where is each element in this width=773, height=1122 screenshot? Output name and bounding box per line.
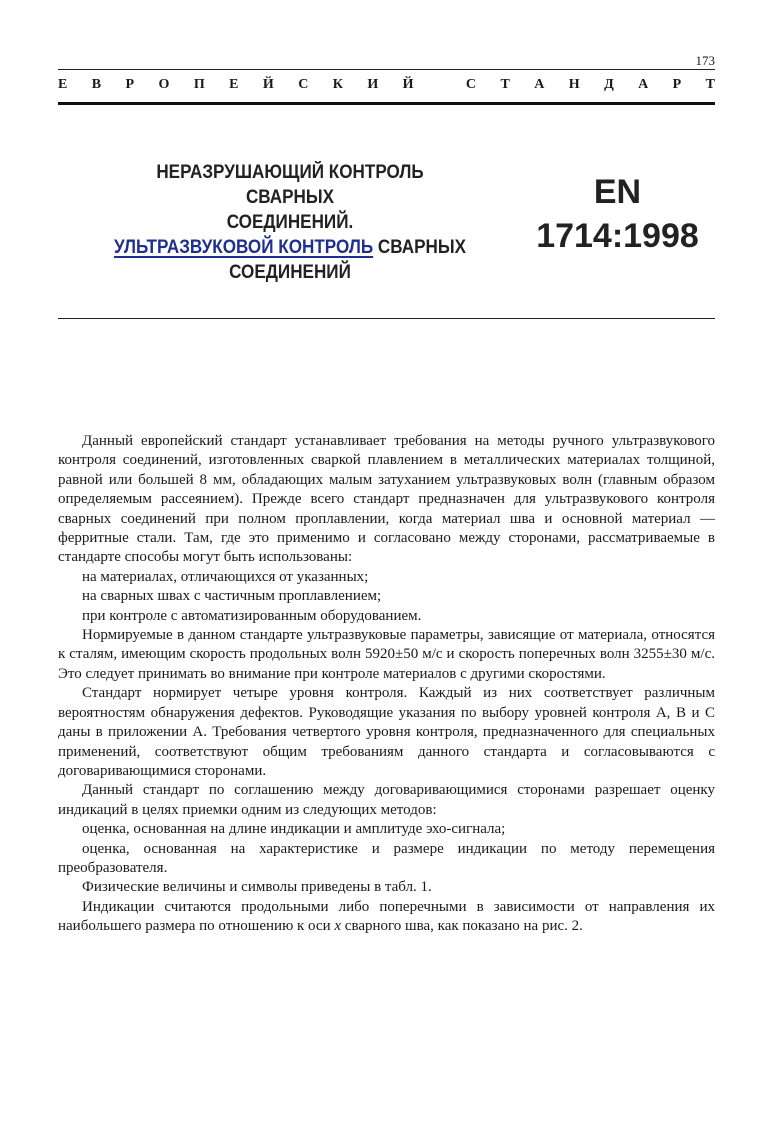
header-title (58, 77, 715, 93)
paragraph-2: Нормируемые в данном стандарте ультразвуковые параметры, зависящие от материала, относятся к сталям, имеющим скорость продольных волн 5920±50 м/с и скорость поперечных волн 3255±30 м/с. Это следует принимать во внимание при контроле материалов с другими скоростями. (58, 627, 715, 682)
page-number: 173 (695, 53, 715, 68)
header-letter: Т (500, 77, 510, 92)
header-letter (438, 77, 442, 93)
header-letter: Й (262, 77, 274, 92)
header-letter: Т (705, 77, 715, 92)
header-letter: С (465, 77, 477, 92)
list-item: при контроле с автоматизированным оборудованием. (82, 607, 422, 624)
document-title (110, 160, 470, 285)
header-letter: Й (402, 77, 414, 92)
paragraph-3: Стандарт нормирует четыре уровня контроля. Каждый из них соответствует различным вероятностям обнаружения дефектов. Руководящие указания по выбору уровней контроля A, B и C даны в приложении A. Требования четвертого уровня контроля, предназначенного для специальных применений, соответствуют общим требованиям данного стандарта и согласовываются с договаривающимися сторонами. (58, 685, 715, 779)
standard-code (520, 170, 715, 258)
list-item: на сварных швах с частичным проплавлением; (82, 588, 382, 605)
body-text (58, 432, 715, 937)
list-item: на материалах, отличающихся от указанных; (82, 568, 369, 585)
header-letter: Р (125, 77, 135, 92)
paragraph-1: Данный европейский стандарт устанавливает требования на методы ручного ультразвукового контроля соединений, изготовленных сваркой плавлением в металлических материалах толщиной, равной или большей 8 мм, обладающих малым затуханием ультразвуковых волн (главным образом определяемым рассеянием). Прежде всего стандарт предназначен для ультразвукового контроля сварных соединений при полном проплавлении, когда материал шва и основной материал — ферритные стали. Там, где это применимо и согласовано между сторонами, рассматриваемые в стандарте способы могут быть использованы: (58, 433, 715, 566)
paragraph-6 (58, 898, 715, 937)
header-letter: И (367, 77, 379, 92)
title-line-1: НЕРАЗРУШАЮЩИЙ КОНТРОЛЬ СВАРНЫХ (156, 162, 424, 208)
list-item: оценка, основанная на длине индикации и амплитуде эхо-сигнала; (82, 821, 506, 838)
standard-prefix: EN (593, 173, 642, 211)
paragraph-6-end: сварного шва, как показано на рис. 2. (341, 918, 583, 935)
title-line-2: СОЕДИНЕНИЙ. (226, 212, 354, 233)
header-band (58, 69, 715, 105)
axis-symbol: x (334, 918, 342, 935)
header-letter: Е (229, 77, 239, 92)
title-line-3 (110, 235, 470, 260)
title-line-4: СОЕДИНЕНИЙ (229, 262, 351, 283)
header-letter: С (298, 77, 309, 92)
paragraph-4: Данный стандарт по соглашению между договаривающимися сторонами разрешает оценку индикаций в целях приемки одним из следующих методов: (58, 782, 715, 818)
header-letter: О (158, 77, 170, 92)
paragraph-6-start: Индикации считаются продольными либо поперечными в зависимости от направления их наибольшего размера по отношению к оси (58, 898, 715, 935)
title-line-3-rest: СВАРНЫХ (373, 237, 467, 258)
title-link-text: УЛЬТРАЗВУКОВОЙ КОНТРОЛЬ (113, 237, 374, 258)
title-link[interactable] (114, 237, 373, 258)
paragraph-5: Физические величины и символы приведены в табл. 1. (82, 879, 432, 896)
list-item: оценка, основанная на характеристике и размере индикации по методу перемещения преобразователя. (58, 840, 715, 876)
header-letter: Д (604, 77, 614, 92)
standard-number: 1714:1998 (536, 217, 699, 255)
title-divider (58, 318, 715, 319)
header-letter: Е (58, 77, 68, 92)
header-letter: Н (568, 77, 580, 92)
header-letter: А (638, 77, 649, 92)
header-letter: Р (672, 77, 682, 92)
header-letter: А (534, 77, 545, 92)
header-letter: П (193, 77, 205, 92)
header-letter: К (332, 77, 343, 92)
header-letter: В (91, 77, 102, 92)
